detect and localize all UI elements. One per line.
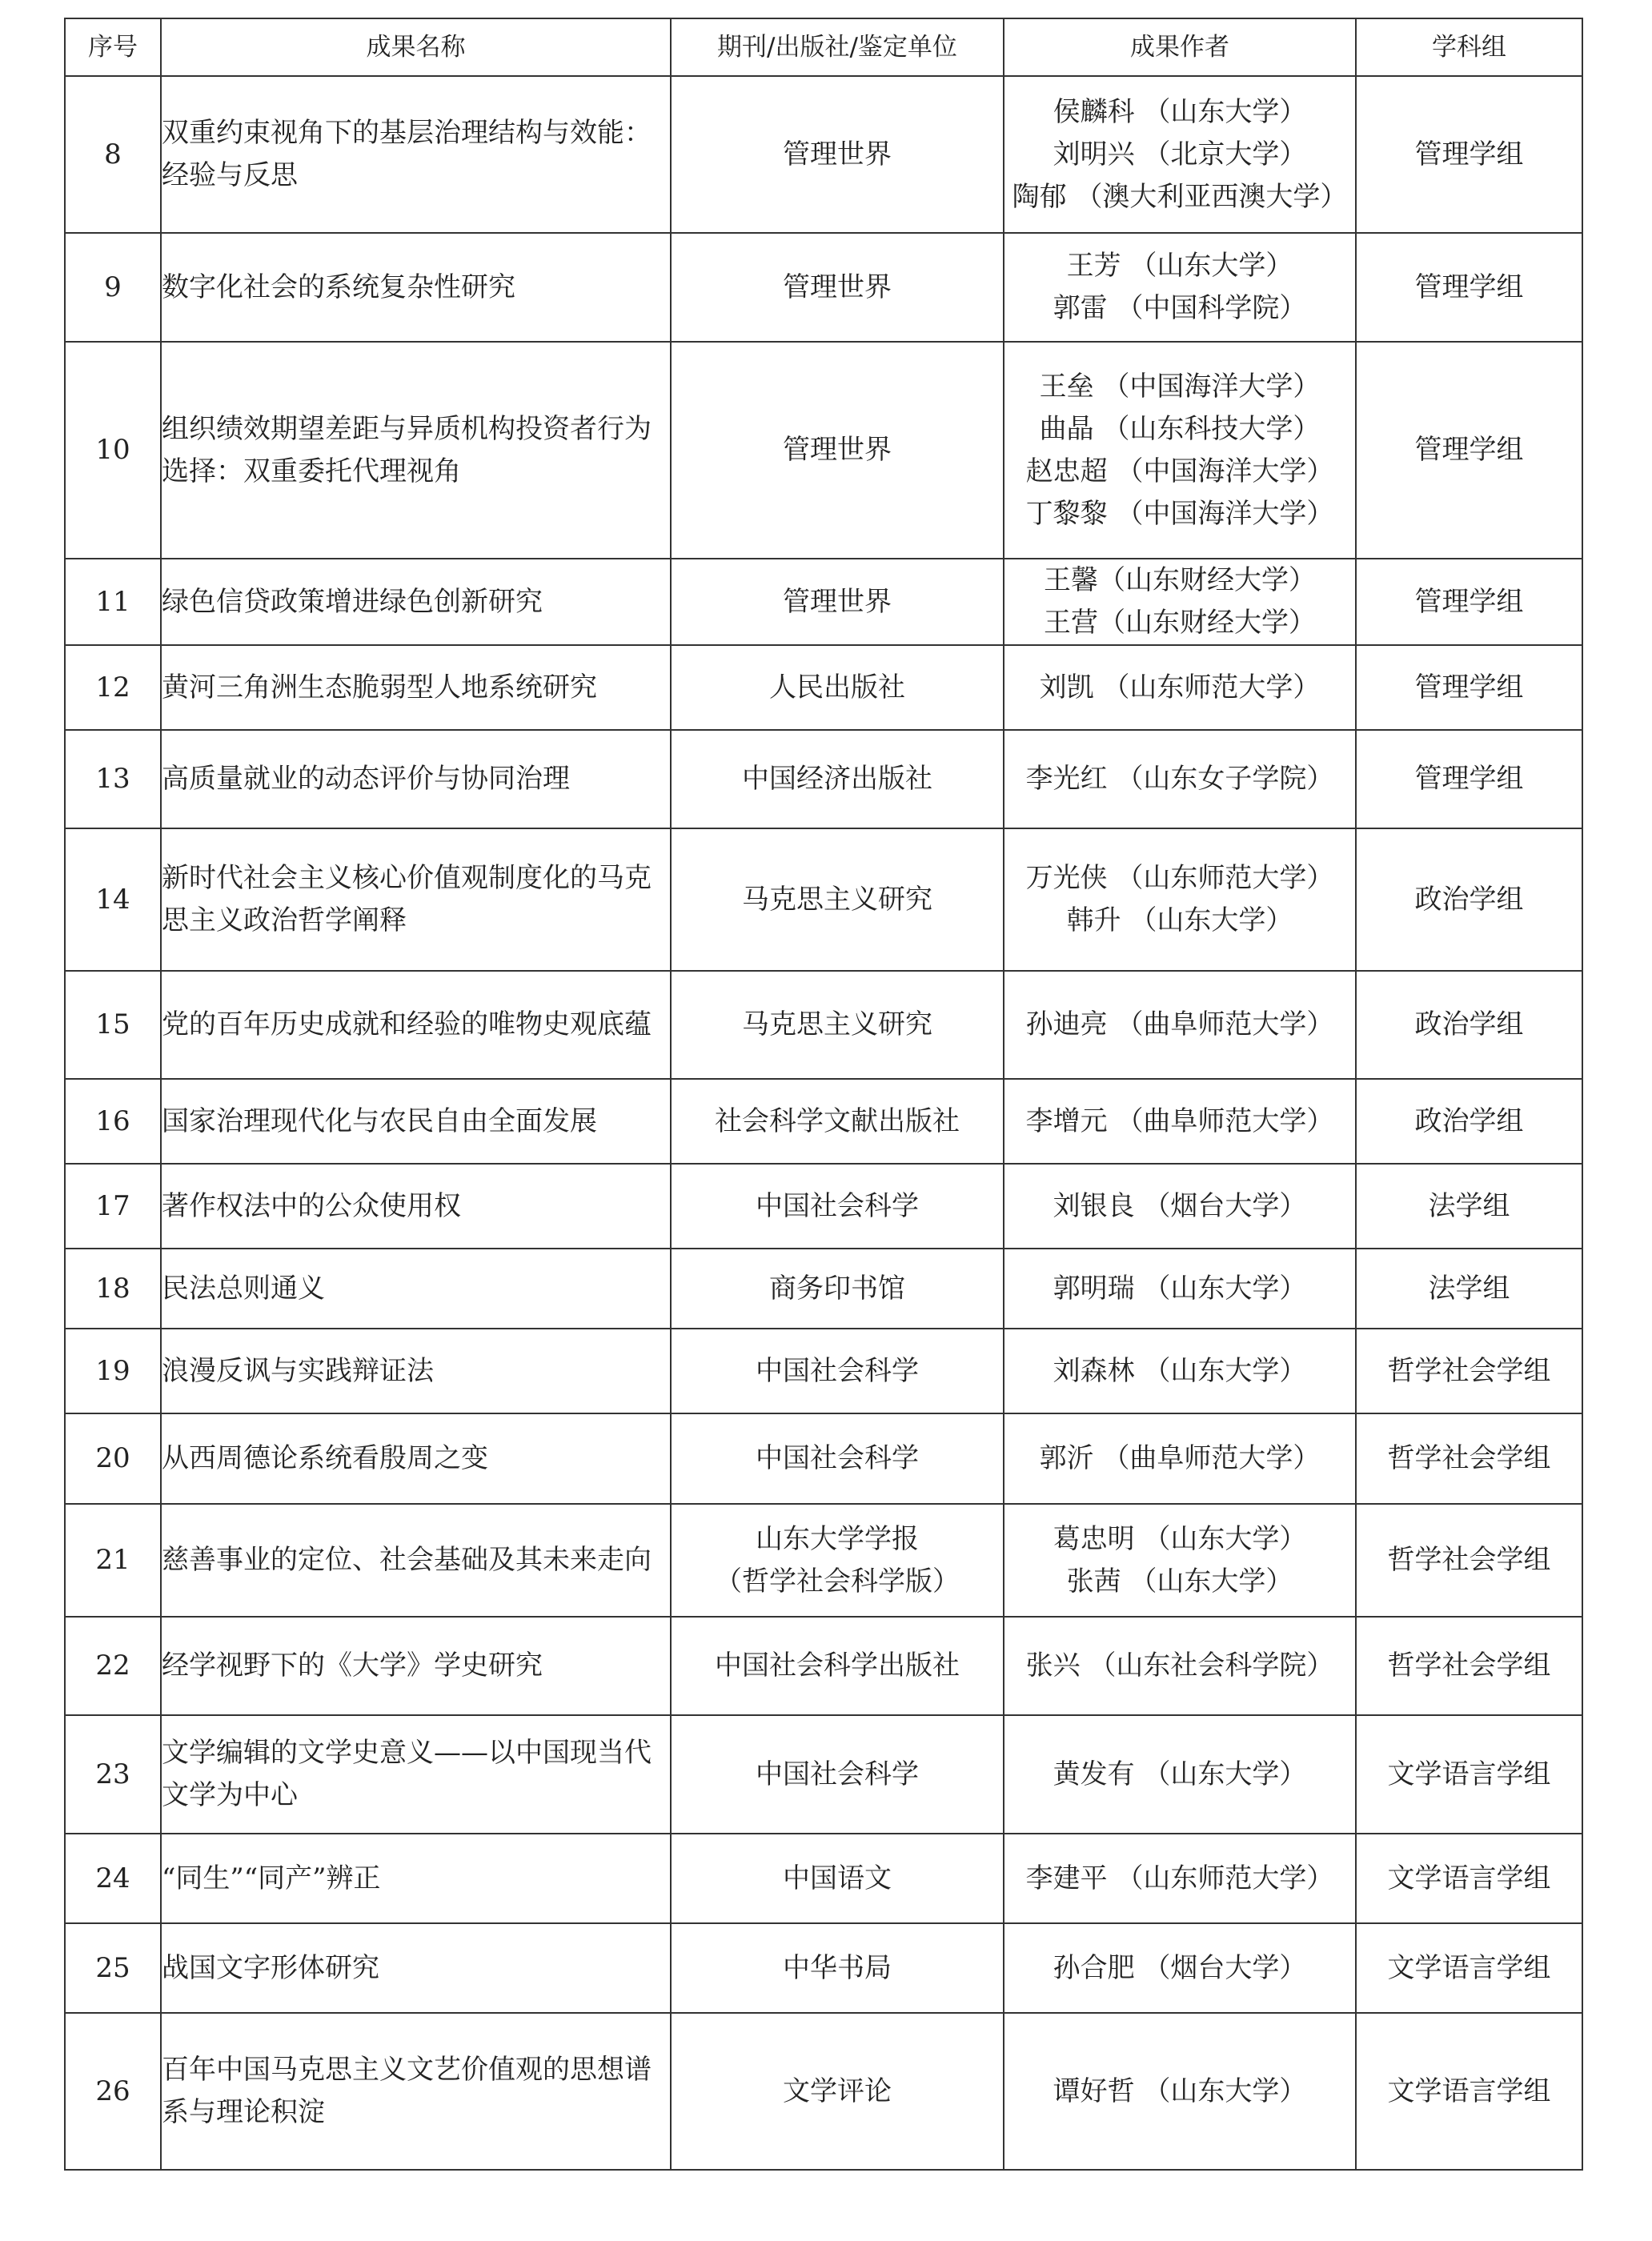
authors bbox=[1004, 1504, 1356, 1617]
publisher bbox=[671, 1329, 1004, 1413]
achievement-title: 双重约束视角下的基层治理结构与效能：经验与反思 bbox=[161, 76, 671, 233]
author-entry: 韩升 （山东大学） bbox=[1066, 904, 1293, 936]
publisher bbox=[671, 1164, 1004, 1249]
authors bbox=[1004, 1164, 1356, 1249]
publisher-line: 管理世界 bbox=[783, 271, 892, 303]
author-entry: 刘明兴 （北京大学） bbox=[1053, 138, 1307, 170]
authors bbox=[1004, 1249, 1356, 1329]
achievement-title: 民法总则通义 bbox=[161, 1249, 671, 1329]
row-number: 19 bbox=[65, 1329, 161, 1413]
publisher-line: 人民出版社 bbox=[769, 671, 905, 704]
header-no: 序号 bbox=[65, 18, 161, 76]
subject-group: 管理学组 bbox=[1356, 342, 1582, 559]
table-row bbox=[65, 76, 1582, 233]
table-row bbox=[65, 1715, 1582, 1834]
table-row bbox=[65, 1079, 1582, 1164]
author-entry: 王馨（山东财经大学） bbox=[1044, 564, 1316, 596]
publisher-line: 中国社会科学出版社 bbox=[715, 1650, 960, 1682]
row-number: 25 bbox=[65, 1923, 161, 2013]
table-row bbox=[65, 1834, 1582, 1923]
authors bbox=[1004, 1413, 1356, 1504]
subject-group: 哲学社会学组 bbox=[1356, 1329, 1582, 1413]
publisher-line: 中国语文 bbox=[783, 1862, 892, 1894]
achievement-title: 国家治理现代化与农民自由全面发展 bbox=[161, 1079, 671, 1164]
table-row bbox=[65, 1164, 1582, 1249]
row-number: 8 bbox=[65, 76, 161, 233]
row-number: 24 bbox=[65, 1834, 161, 1923]
author-entry: 刘凯 （山东师范大学） bbox=[1039, 671, 1321, 704]
author-entry: 陶郁 （澳大利亚西澳大学） bbox=[1012, 180, 1348, 213]
author-entry: 张兴 （山东社会科学院） bbox=[1025, 1650, 1334, 1682]
publisher bbox=[671, 2013, 1004, 2170]
subject-group: 政治学组 bbox=[1356, 828, 1582, 971]
achievement-title: 组织绩效期望差距与异质机构投资者行为选择：双重委托代理视角 bbox=[161, 342, 671, 559]
publisher bbox=[671, 1413, 1004, 1504]
achievement-title: 经学视野下的《大学》学史研究 bbox=[161, 1617, 671, 1715]
publisher bbox=[671, 1834, 1004, 1923]
publisher-line: 管理世界 bbox=[783, 585, 892, 618]
publisher bbox=[671, 1079, 1004, 1164]
publisher bbox=[671, 1249, 1004, 1329]
publisher bbox=[671, 233, 1004, 342]
row-number: 20 bbox=[65, 1413, 161, 1504]
author-entry: 王垒 （中国海洋大学） bbox=[1039, 370, 1321, 403]
achievement-title: 慈善事业的定位、社会基础及其未来走向 bbox=[161, 1504, 671, 1617]
subject-group: 哲学社会学组 bbox=[1356, 1504, 1582, 1617]
publisher bbox=[671, 342, 1004, 559]
publisher-line: 中国社会科学 bbox=[756, 1442, 919, 1474]
publisher bbox=[671, 1715, 1004, 1834]
subject-group: 法学组 bbox=[1356, 1249, 1582, 1329]
subject-group: 法学组 bbox=[1356, 1164, 1582, 1249]
author-entry: 李光红 （山东女子学院） bbox=[1025, 763, 1334, 795]
publisher-line: 中国社会科学 bbox=[756, 1189, 919, 1222]
authors bbox=[1004, 342, 1356, 559]
subject-group: 管理学组 bbox=[1356, 76, 1582, 233]
authors bbox=[1004, 828, 1356, 971]
author-entry: 刘森林 （山东大学） bbox=[1053, 1354, 1307, 1387]
subject-group: 管理学组 bbox=[1356, 730, 1582, 828]
author-entry: 刘银良 （烟台大学） bbox=[1053, 1189, 1307, 1222]
table-row bbox=[65, 342, 1582, 559]
achievement-title: 数字化社会的系统复杂性研究 bbox=[161, 233, 671, 342]
publisher-line: 管理世界 bbox=[783, 434, 892, 466]
subject-group: 文学语言学组 bbox=[1356, 1715, 1582, 1834]
row-number: 26 bbox=[65, 2013, 161, 2170]
table-row bbox=[65, 1617, 1582, 1715]
subject-group: 哲学社会学组 bbox=[1356, 1413, 1582, 1504]
authors bbox=[1004, 76, 1356, 233]
row-number: 23 bbox=[65, 1715, 161, 1834]
subject-group: 哲学社会学组 bbox=[1356, 1617, 1582, 1715]
publisher-line: 文学评论 bbox=[783, 2075, 892, 2107]
subject-group: 政治学组 bbox=[1356, 971, 1582, 1079]
achievement-title: 著作权法中的公众使用权 bbox=[161, 1164, 671, 1249]
header-publisher: 期刊/出版社/鉴定单位 bbox=[671, 18, 1004, 76]
authors bbox=[1004, 1834, 1356, 1923]
row-number: 9 bbox=[65, 233, 161, 342]
publisher-line: 中国社会科学 bbox=[756, 1758, 919, 1790]
achievement-title: 浪漫反讽与实践辩证法 bbox=[161, 1329, 671, 1413]
header-row bbox=[65, 18, 1582, 76]
publisher bbox=[671, 1504, 1004, 1617]
authors bbox=[1004, 1715, 1356, 1834]
author-entry: 侯麟科 （山东大学） bbox=[1053, 95, 1307, 128]
author-entry: 王芳 （山东大学） bbox=[1066, 250, 1293, 282]
table-row bbox=[65, 971, 1582, 1079]
achievement-title: 百年中国马克思主义文艺价值观的思想谱系与理论积淀 bbox=[161, 2013, 671, 2170]
header-group: 学科组 bbox=[1356, 18, 1582, 76]
achievement-title: 文学编辑的文学史意义——以中国现当代文学为中心 bbox=[161, 1715, 671, 1834]
publisher-line: 管理世界 bbox=[783, 138, 892, 170]
publisher bbox=[671, 645, 1004, 730]
publisher bbox=[671, 828, 1004, 971]
header-title: 成果名称 bbox=[161, 18, 671, 76]
row-number: 21 bbox=[65, 1504, 161, 1617]
table-row bbox=[65, 1329, 1582, 1413]
publisher-line: 中华书局 bbox=[783, 1951, 892, 1984]
publisher-line: 中国社会科学 bbox=[756, 1354, 919, 1387]
publisher-line: 商务印书馆 bbox=[769, 1272, 905, 1305]
row-number: 11 bbox=[65, 559, 161, 645]
achievement-title: 高质量就业的动态评价与协同治理 bbox=[161, 730, 671, 828]
row-number: 12 bbox=[65, 645, 161, 730]
publisher bbox=[671, 1617, 1004, 1715]
author-entry: 孙合肥 （烟台大学） bbox=[1053, 1951, 1307, 1984]
publisher bbox=[671, 1923, 1004, 2013]
author-entry: 孙迪亮 （曲阜师范大学） bbox=[1025, 1008, 1334, 1040]
table-row bbox=[65, 233, 1582, 342]
table-row bbox=[65, 645, 1582, 730]
author-entry: 谭好哲 （山东大学） bbox=[1053, 2075, 1307, 2107]
achievement-title: 党的百年历史成就和经验的唯物史观底蕴 bbox=[161, 971, 671, 1079]
authors bbox=[1004, 1617, 1356, 1715]
awards-table bbox=[64, 18, 1583, 2171]
achievement-title: “同生”“同产”辨正 bbox=[161, 1834, 671, 1923]
authors bbox=[1004, 2013, 1356, 2170]
table-row bbox=[65, 1249, 1582, 1329]
row-number: 16 bbox=[65, 1079, 161, 1164]
publisher bbox=[671, 730, 1004, 828]
table-body bbox=[65, 76, 1582, 2170]
table-row bbox=[65, 828, 1582, 971]
table-row bbox=[65, 730, 1582, 828]
subject-group: 文学语言学组 bbox=[1356, 2013, 1582, 2170]
authors bbox=[1004, 1923, 1356, 2013]
authors bbox=[1004, 1329, 1356, 1413]
author-entry: 赵忠超 （中国海洋大学） bbox=[1025, 455, 1334, 487]
publisher-line: 马克思主义研究 bbox=[742, 1008, 932, 1040]
table-row bbox=[65, 2013, 1582, 2170]
author-entry: 郭雷 （中国科学院） bbox=[1053, 292, 1307, 324]
authors bbox=[1004, 233, 1356, 342]
publisher-line: 山东大学学报 bbox=[756, 1522, 919, 1555]
achievement-title: 黄河三角洲生态脆弱型人地系统研究 bbox=[161, 645, 671, 730]
row-number: 10 bbox=[65, 342, 161, 559]
subject-group: 管理学组 bbox=[1356, 559, 1582, 645]
authors bbox=[1004, 559, 1356, 645]
row-number: 22 bbox=[65, 1617, 161, 1715]
table-row bbox=[65, 1413, 1582, 1504]
author-entry: 曲晶 （山东科技大学） bbox=[1039, 412, 1321, 445]
achievement-title: 新时代社会主义核心价值观制度化的马克思主义政治哲学阐释 bbox=[161, 828, 671, 971]
row-number: 14 bbox=[65, 828, 161, 971]
publisher-line: 社会科学文献出版社 bbox=[715, 1104, 960, 1137]
subject-group: 管理学组 bbox=[1356, 645, 1582, 730]
achievement-title: 从西周德论系统看殷周之变 bbox=[161, 1413, 671, 1504]
table-row bbox=[65, 1504, 1582, 1617]
achievement-title: 战国文字形体研究 bbox=[161, 1923, 671, 2013]
row-number: 17 bbox=[65, 1164, 161, 1249]
author-entry: 王营（山东财经大学） bbox=[1044, 607, 1316, 639]
subject-group: 文学语言学组 bbox=[1356, 1923, 1582, 2013]
author-entry: 李增元 （曲阜师范大学） bbox=[1025, 1104, 1334, 1137]
author-entry: 万光侠 （山东师范大学） bbox=[1025, 862, 1334, 894]
subject-group: 政治学组 bbox=[1356, 1079, 1582, 1164]
publisher bbox=[671, 559, 1004, 645]
publisher-line: 中国经济出版社 bbox=[742, 763, 932, 795]
author-entry: 丁黎黎 （中国海洋大学） bbox=[1025, 497, 1334, 530]
author-entry: 郭明瑞 （山东大学） bbox=[1053, 1272, 1307, 1305]
author-entry: 葛忠明 （山东大学） bbox=[1053, 1522, 1307, 1555]
author-entry: 李建平 （山东师范大学） bbox=[1025, 1862, 1334, 1894]
authors bbox=[1004, 645, 1356, 730]
row-number: 15 bbox=[65, 971, 161, 1079]
subject-group: 文学语言学组 bbox=[1356, 1834, 1582, 1923]
subject-group: 管理学组 bbox=[1356, 233, 1582, 342]
table-row bbox=[65, 559, 1582, 645]
publisher-line: （哲学社会科学版） bbox=[715, 1565, 960, 1598]
author-entry: 张茜 （山东大学） bbox=[1066, 1565, 1293, 1598]
author-entry: 黄发有 （山东大学） bbox=[1053, 1758, 1307, 1790]
achievement-title: 绿色信贷政策增进绿色创新研究 bbox=[161, 559, 671, 645]
header-authors: 成果作者 bbox=[1004, 18, 1356, 76]
row-number: 13 bbox=[65, 730, 161, 828]
author-entry: 郭沂 （曲阜师范大学） bbox=[1039, 1442, 1321, 1474]
publisher-line: 马克思主义研究 bbox=[742, 883, 932, 916]
row-number: 18 bbox=[65, 1249, 161, 1329]
table-row bbox=[65, 1923, 1582, 2013]
publisher bbox=[671, 76, 1004, 233]
publisher bbox=[671, 971, 1004, 1079]
authors bbox=[1004, 1079, 1356, 1164]
authors bbox=[1004, 730, 1356, 828]
authors bbox=[1004, 971, 1356, 1079]
